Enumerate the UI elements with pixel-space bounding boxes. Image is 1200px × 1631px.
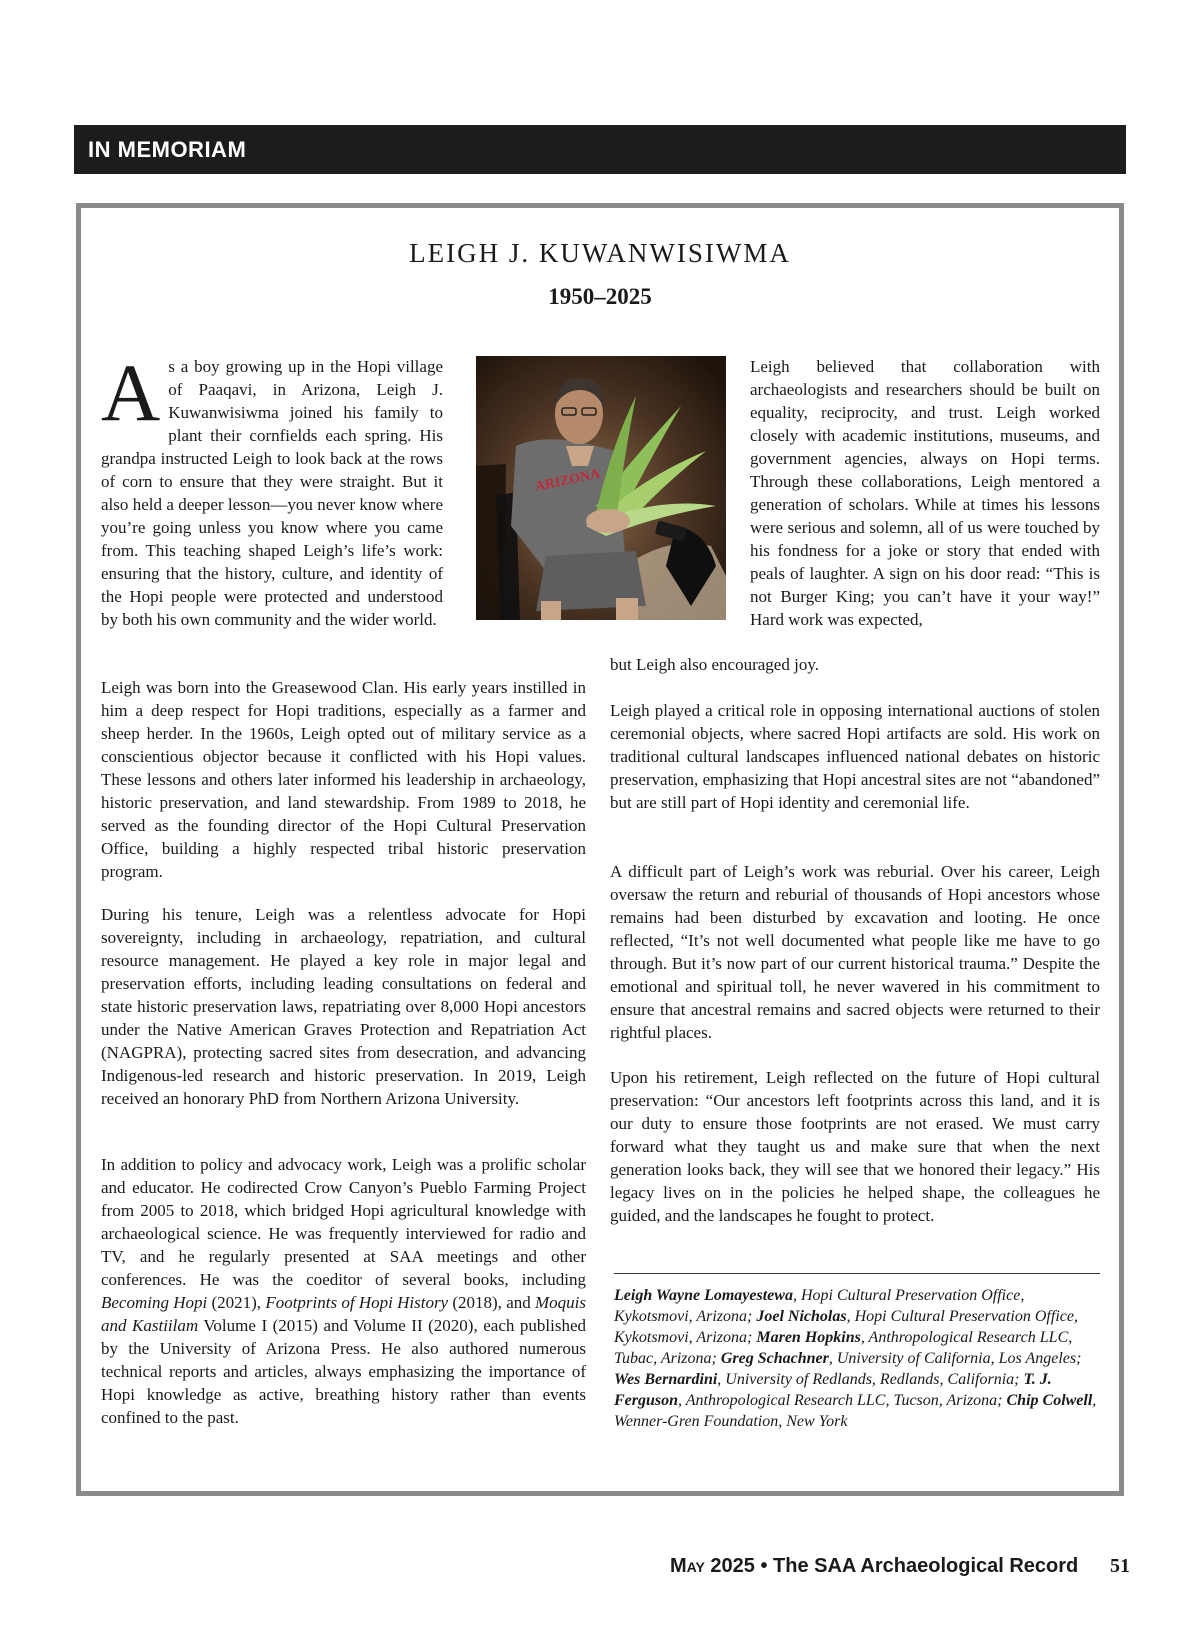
page-number: 51 [1110, 1555, 1130, 1577]
author-name: Joel Nicholas [756, 1308, 847, 1325]
paragraph-collaboration-end: but Leigh also encouraged joy. [610, 655, 819, 674]
book-title: Moquis and Kastiilam [101, 1293, 586, 1335]
author-name: Chip Colwell [1006, 1392, 1093, 1409]
paragraph-auctions: Leigh played a critical role in opposing international auctions of stolen ceremonial objects, where sacred Hopi artifacts are sold. His work on traditional cultural landscapes influenced national debates on historic preservation, emphasizing that Hopi ancestral sites are not “abandoned” but are still part of Hopi identity and ceremonial life. [610, 701, 1100, 812]
footer-publication [670, 1555, 1078, 1578]
life-dates: 1950–2025 [548, 284, 652, 309]
page-footer [640, 1555, 1130, 1583]
drop-cap: A [101, 347, 161, 438]
paragraph-retirement: Upon his retirement, Leigh reflected on the future of Hopi cultural preservation: “Our ancestors left footprints across this land, and it is our duty to ensure those footprints are not erased. We must carry forward what they taught us and make sure that when the next generation looks back, they will see that we honored their legacy.” His legacy lives on in the policies he helped shape, the colleagues he guided, and the landscapes he fought to protect. [610, 1068, 1100, 1225]
footer-journal: The SAA Archaeological Record [773, 1555, 1079, 1577]
author-credits: Leigh Wayne Lomayestewa, Hopi Cultural Preservation Office, Kykotsmovi, Arizona; Joel Nicholas, Hopi Cultural Preservation Office, Kykotsmovi, Arizona; Maren Hopkins, Anthropological Research LLC, Tubac, Arizona; Greg Schachner, University of California, Los Angeles; Wes Bernardini, University of Redlands, Redlands, California; T. J. Ferguson, Anthropological Research LLC, Tucson, Arizona; Chip Colwell, Wenner-Gren Foundation, New York [614, 1287, 1097, 1430]
section-banner: IN MEMORIAM [74, 125, 1126, 174]
author-name: T. J. Ferguson [614, 1371, 1052, 1409]
paragraph-reburial: A difficult part of Leigh’s work was reburial. Over his career, Leigh oversaw the return and reburial of thousands of Hopi ancestors whose remains had been disturbed by excavation and looting. He once reflected, “It’s not well documented what people like me have to go through. But it’s now part of our current historical trauma.” Despite the emotional and spiritual toll, he never wavered in his commitment to ensure that ancestral remains and sacred objects were returned to their rightful places. [610, 862, 1100, 1042]
paragraph-collaboration: Leigh believed that collaboration with archaeologists and researchers should be built on equality, reciprocity, and trust. Leigh worked closely with academic institutions, museums, and government agencies, always on Hopi terms. Through these collaborations, Leigh mentored a generation of scholars. While at times his lessons were serious and solemn, all of us were touched by his fondness for a joke or story that ended with peals of laughter. A sign on his door read: “This is not Burger King; you can’t have it your way!” Hard work was expected, [750, 357, 1100, 629]
book-title: Becoming Hopi [101, 1293, 208, 1312]
author-name: Maren Hopkins [756, 1329, 861, 1346]
shirt-text: ARIZONA [533, 466, 602, 495]
author-name: Wes Bernardini [614, 1371, 718, 1388]
book-title: Footprints of Hopi History [265, 1293, 449, 1312]
paragraph-early-life: Leigh was born into the Greasewood Clan. His early years instilled in him a deep respect for Hopi traditions, especially as a farmer and sheep herder. In the 1960s, Leigh opted out of military service as a conscientious objector because it conflicted with his Hopi values. These lessons and others later informed his leadership in archaeology, historic preservation, and land stewardship. From 1989 to 2018, he served as the founding director of the Hopi Cultural Preservation Office, building a highly respected tribal historic preservation program. [101, 678, 586, 881]
page-title: LEIGH J. KUWANWISIWMA [409, 238, 791, 268]
author-name: Leigh Wayne Lomayestewa [614, 1287, 793, 1304]
paragraph-tenure: During his tenure, Leigh was a relentless advocate for Hopi sovereignty, including in archaeology, repatriation, and cultural resource management. He played a key role in major legal and preservation efforts, including leading consultations on federal and state historic preservation laws, repatriating over 8,000 Hopi ancestors under the Native American Graves Protection and Repatriation Act (NAGPRA), protecting sacred sites from desecration, and advancing Indigenous-led research and historic preservation. In 2019, Leigh received an honorary PhD from Northern Arizona University. [101, 905, 586, 1108]
author-divider [614, 1273, 1100, 1274]
paragraph-opening [101, 347, 443, 631]
portrait-photo [476, 356, 726, 620]
paragraph-scholarship: In addition to policy and advocacy work, Leigh was a prolific scholar and educator. He codirected Crow Canyon’s Pueblo Farming Project from 2005 to 2018, which bridged Hopi agricultural knowledge with archaeological science. He was frequently interviewed for radio and TV, and he regularly presented at SAA meetings and other conferences. He was the coeditor of several books, including Becoming Hopi (2021), Footprints of Hopi History (2018), and Moquis and Kastiilam Volume I (2015) and Volume II (2020), each published by the University of Arizona Press. He also authored numerous technical reports and articles, always emphasizing the importance of Hopi knowledge as active, breathing history rather than events confined to the past. [101, 1155, 586, 1427]
author-name: Greg Schachner [720, 1350, 829, 1367]
bullet-separator: • [760, 1555, 768, 1577]
footer-month: May 2025 [670, 1555, 755, 1577]
opening-text: s a boy growing up in the Hopi village of Paaqavi, in Arizona, Leigh J. Kuwanwisiwma joined his family to plant their cornfields each spring. His grandpa instructed Leigh to look back at the rows of corn to ensure that they were straight. But it also held a deeper lesson—you never know where you’re going unless you know where you came from. This teaching shaped Leigh’s life’s work: ensuring that the history, culture, and identity of the Hopi people were protected and understood by both his own community and the wider world. [101, 357, 443, 629]
